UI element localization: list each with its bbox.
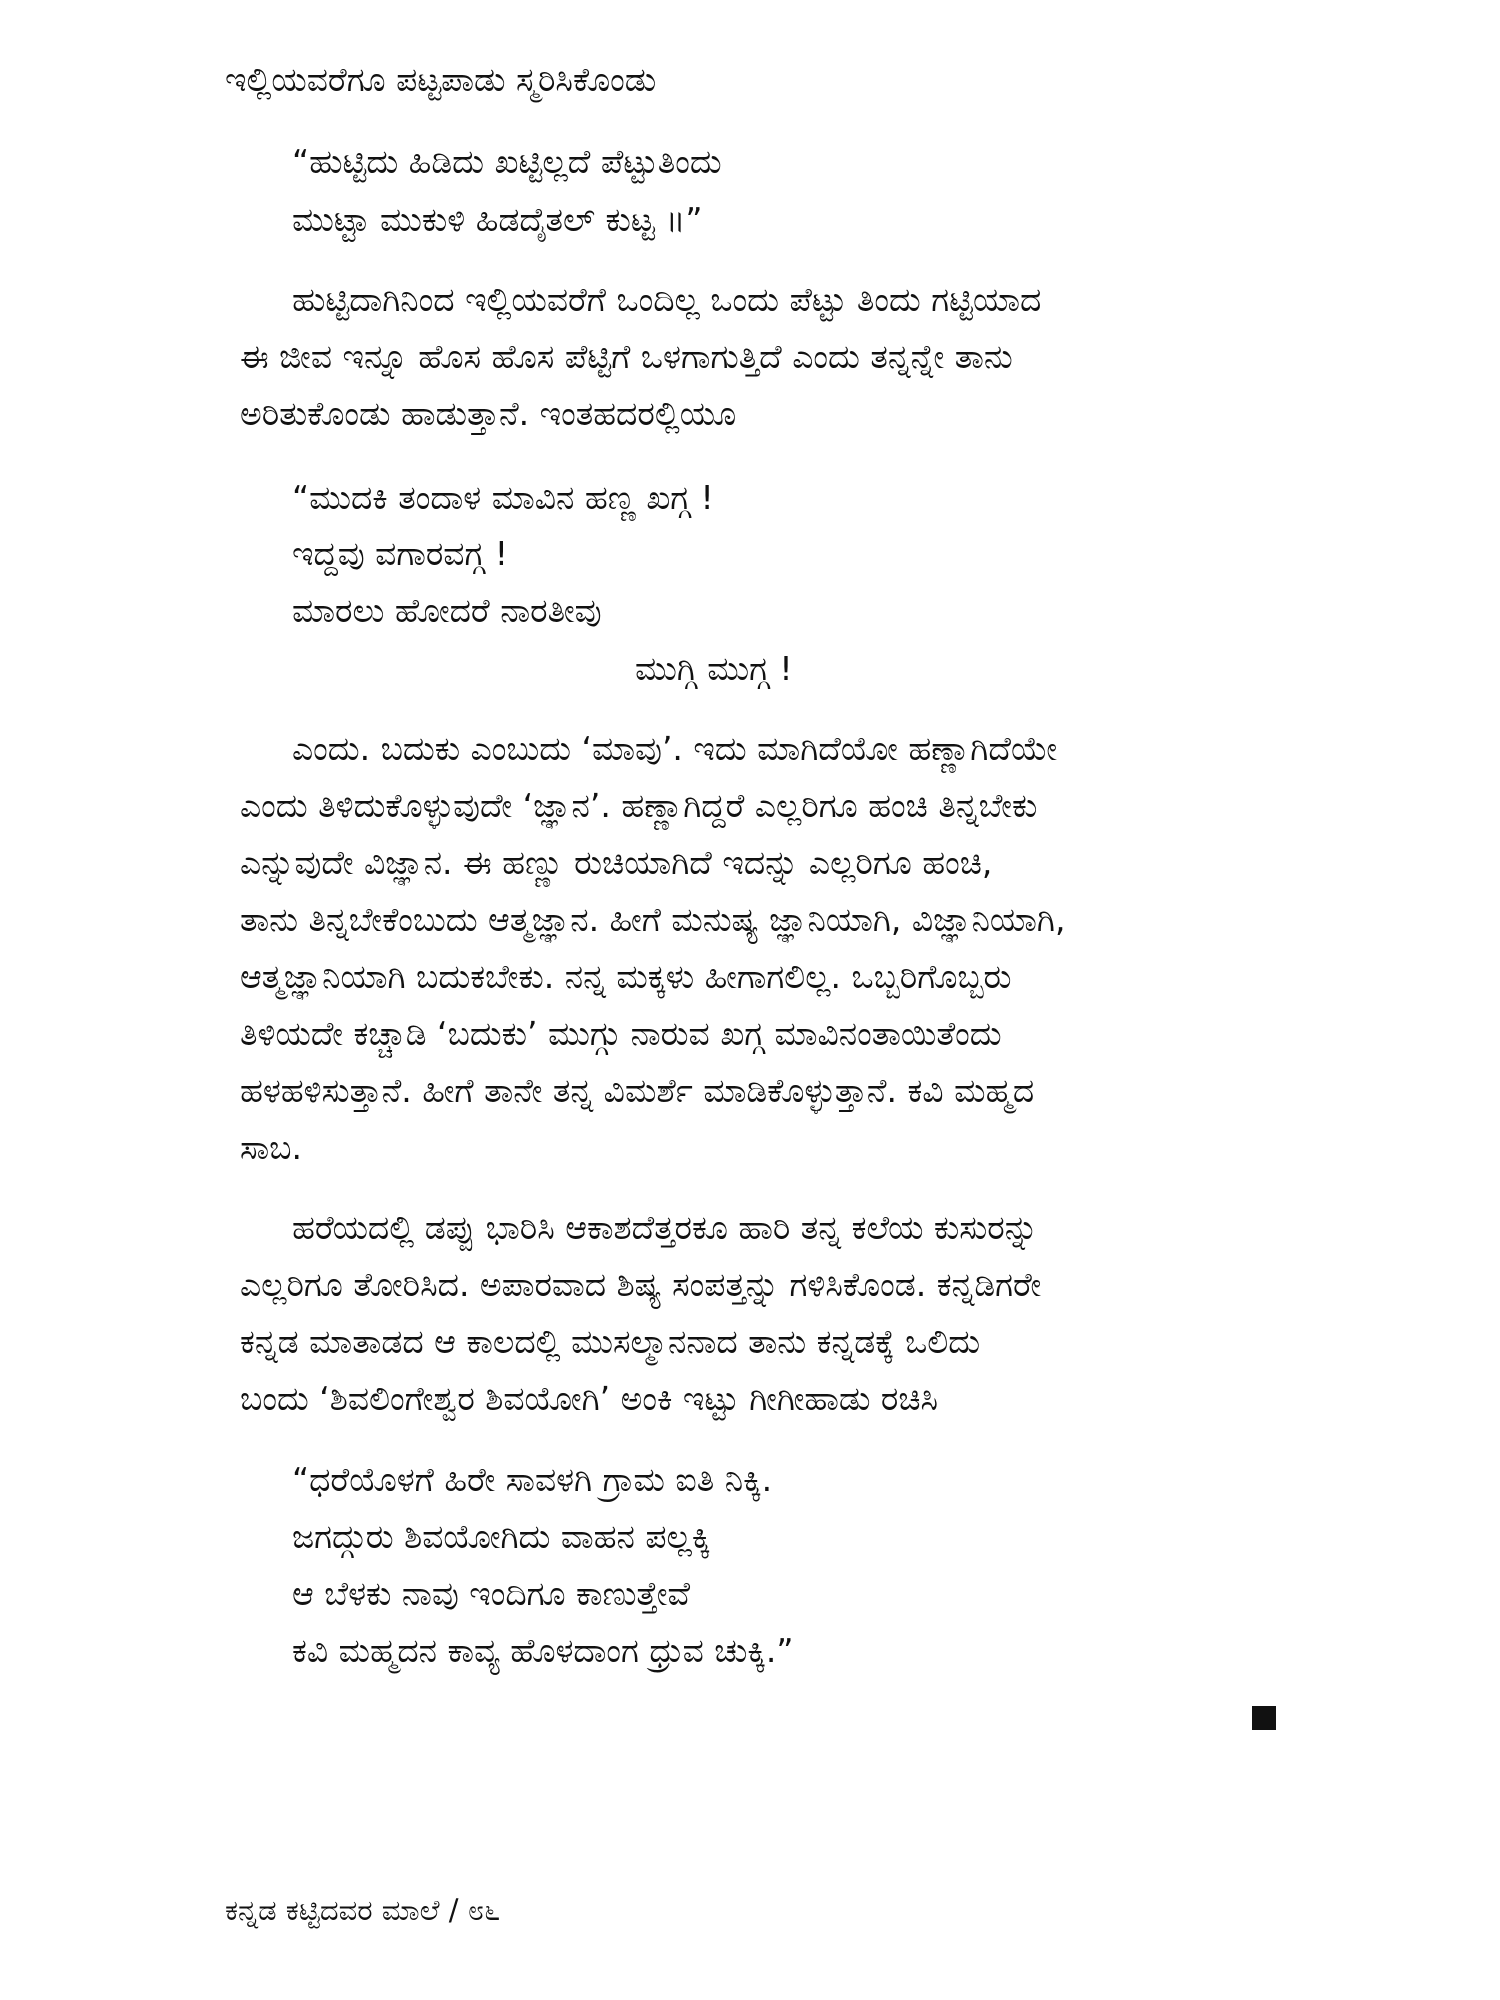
verse-3-line-3: ಆ ಬೆಳಕು ನಾವು ಇಂದಿಗೂ ಕಾಣುತ್ತೇವೆ (292, 1574, 691, 1613)
paragraph-2-line-4: ತಾನು ತಿನ್ನಬೇಕೆಂಬುದು ಆತ್ಮಜ್ಞಾನ. ಹೀಗೆ ಮನುಷ್ಯ ಜ್ಞಾನಿಯಾಗಿ, ವಿಜ್ಞಾನಿಯಾಗಿ, (240, 900, 1066, 939)
paragraph-3-line-1: ಹರೆಯದಲ್ಲಿ ಡಪ್ಪು ಭಾರಿಸಿ ಆಕಾಶದೆತ್ತರಕೂ ಹಾರಿ ತನ್ನ ಕಲೆಯ ಕುಸುರನ್ನು (292, 1208, 1039, 1247)
verse-3-line-2: ಜಗದ್ಗುರು ಶಿವಯೋಗಿದು ವಾಹನ ಪಲ್ಲಕ್ಕಿ (292, 1517, 711, 1556)
verse-2-line-4: ಮುಗ್ಗಿ ಮುಗ್ಗ ! (635, 649, 793, 688)
intro-line: ಇಲ್ಲಿಯವರೆಗೂ ಪಟ್ಟಪಾಡು ಸ್ಮರಿಸಿಕೊಂಡು (225, 60, 657, 99)
paragraph-3-line-4: ಬಂದು ‘ಶಿವಲಿಂಗೇಶ್ವರ ಶಿವಯೋಗಿ’ ಅಂಕಿ ಇಟ್ಟು ಗೀಗೀಹಾಡು ರಚಿಸಿ (240, 1379, 939, 1418)
verse-3-line-1: “ಧರೆಯೊಳಗೆ ಹಿರೇ ಸಾವಳಗಿ ಗ್ರಾಮ ಐತಿ ನಿಕ್ಕಿ. (292, 1460, 773, 1499)
paragraph-2-line-7: ಹಳಹಳಿಸುತ್ತಾನೆ. ಹೀಗೆ ತಾನೇ ತನ್ನ ವಿಮರ್ಶೆ ಮಾಡಿಕೊಳ್ಳುತ್ತಾನೆ. ಕವಿ ಮಹ್ಮದ (240, 1071, 1035, 1110)
paragraph-3-line-2: ಎಲ್ಲರಿಗೂ ತೋರಿಸಿದ. ಅಪಾರವಾದ ಶಿಷ್ಯ ಸಂಪತ್ತನ್ನು ಗಳಿಸಿಕೊಂಡ. ಕನ್ನಡಿಗರೇ (240, 1265, 1042, 1304)
page-footer: ಕನ್ನಡ ಕಟ್ಟಿದವರ ಮಾಲೆ / ೮೬ (225, 1893, 501, 1927)
verse-3-line-4: ಕವಿ ಮಹ್ಮದನ ಕಾವ್ಯ ಹೊಳದಾಂಗ ಧ್ರುವ ಚುಕ್ಕಿ.” (292, 1631, 794, 1670)
paragraph-2-line-3: ಎನ್ನುವುದೇ ವಿಜ್ಞಾನ. ಈ ಹಣ್ಣು ರುಚಿಯಾಗಿದೆ ಇದನ್ನು ಎಲ್ಲರಿಗೂ ಹಂಚಿ, (240, 843, 993, 882)
paragraph-1-line-3: ಅರಿತುಕೊಂಡು ಹಾಡುತ್ತಾನೆ. ಇಂತಹದರಲ್ಲಿಯೂ (240, 394, 737, 433)
verse-1-line-1: “ಹುಟ್ಟಿದು ಹಿಡಿದು ಖಟ್ಟಿಲ್ಲದೆ ಪೆಟ್ಟುತಿಂದು (292, 142, 722, 181)
paragraph-2-line-8: ಸಾಬ. (240, 1128, 303, 1167)
verse-1-line-2: ಮುಟ್ಟಾ ಮುಕುಳಿ ಹಿಡದೈತಲ್ ಕುಟ್ಟ ॥” (292, 200, 703, 239)
paragraph-2-line-5: ಆತ್ಮಜ್ಞಾನಿಯಾಗಿ ಬದುಕಬೇಕು. ನನ್ನ ಮಕ್ಕಳು ಹೀಗಾಗಲಿಲ್ಲ. ಒಬ್ಬರಿಗೊಬ್ಬರು (240, 957, 1012, 996)
verse-2-line-3: ಮಾರಲು ಹೋದರೆ ನಾರತೀವು (292, 591, 602, 630)
verse-2-line-2: ಇದ್ದವು ವಗಾರವಗ್ಗ ! (292, 534, 508, 573)
paragraph-2-line-2: ಎಂದು ತಿಳಿದುಕೊಳ್ಳುವುದೇ ‘ಜ್ಞಾನ’. ಹಣ್ಣಾಗಿದ್ದರೆ ಎಲ್ಲರಿಗೂ ಹಂಚಿ ತಿನ್ನಬೇಕು (240, 786, 1038, 825)
paragraph-3-line-3: ಕನ್ನಡ ಮಾತಾಡದ ಆ ಕಾಲದಲ್ಲಿ ಮುಸಲ್ಮಾನನಾದ ತಾನು ಕನ್ನಡಕ್ಕೆ ಒಲಿದು (240, 1322, 981, 1361)
paragraph-2-line-6: ತಿಳಿಯದೇ ಕಚ್ಚಾಡಿ ‘ಬದುಕು’ ಮುಗ್ಗು ನಾರುವ ಖಗ್ಗ ಮಾವಿನಂತಾಯಿತೆಂದು (240, 1014, 1002, 1053)
end-of-section-square-icon (1252, 1706, 1276, 1730)
verse-2-line-1: “ಮುದಕಿ ತಂದಾಳ ಮಾವಿನ ಹಣ್ಣ ಖಗ್ಗ ! (292, 478, 714, 517)
paragraph-1-line-2: ಈ ಜೀವ ಇನ್ನೂ ಹೊಸ ಹೊಸ ಪೆಟ್ಟಿಗೆ ಒಳಗಾಗುತ್ತಿದೆ ಎಂದು ತನ್ನನ್ನೇ ತಾನು (240, 337, 1013, 376)
paragraph-2-line-1: ಎಂದು. ಬದುಕು ಎಂಬುದು ‘ಮಾವು’. ಇದು ಮಾಗಿದೆಯೋ ಹಣ್ಣಾಗಿದೆಯೇ (292, 729, 1058, 768)
paragraph-1-line-1: ಹುಟ್ಟಿದಾಗಿನಿಂದ ಇಲ್ಲಿಯವರೆಗೆ ಒಂದಿಲ್ಲ ಒಂದು ಪೆಟ್ಟು ತಿಂದು ಗಟ್ಟಿಯಾದ (292, 280, 1042, 319)
